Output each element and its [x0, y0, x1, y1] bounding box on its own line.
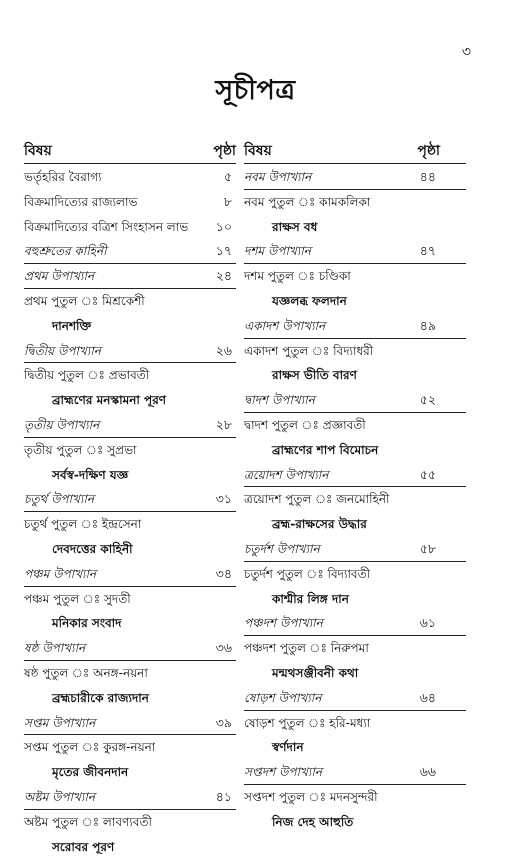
- toc-entry: [244, 264, 466, 289]
- entry-title: বিক্রমাদিত্যের রাজ্যলাভ: [24, 194, 138, 209]
- toc-entry: [24, 537, 236, 562]
- entry-title: মৃতের জীবনদান: [52, 765, 129, 780]
- toc-entry: [24, 760, 236, 785]
- toc-entry: [244, 215, 466, 240]
- column-header: [244, 141, 466, 164]
- toc-entry: [244, 512, 466, 537]
- entry-title: দ্বাদশ পুতুল ঃ প্রজ্ঞাবতী: [244, 417, 366, 432]
- entry-title: স্বর্ণদান: [272, 740, 304, 755]
- entry-page-number: ৪১: [215, 788, 232, 804]
- column-header: [24, 141, 236, 164]
- toc-entry: [244, 165, 466, 190]
- entry-page-number: ২৬: [215, 342, 232, 358]
- entry-title: ত্রয়োদশ পুতুল ঃ জনমোহিনী: [244, 492, 390, 507]
- entry-page-number: ৫৫: [419, 466, 436, 482]
- entry-title: সপ্তদশ পুতুল ঃ মদনসুন্দরী: [244, 789, 378, 804]
- toc-entry: [24, 835, 236, 859]
- entry-title: রাক্ষস বধ: [272, 219, 318, 234]
- toc-entry: [244, 735, 466, 760]
- entry-title: মন্মথসঞ্জীবনী কথা: [272, 665, 359, 680]
- entry-title: কাশ্মীর লিঙ্গ দান: [272, 591, 349, 606]
- entry-page-number: ২৪: [215, 268, 232, 284]
- subject-header: বিষয়: [24, 143, 52, 159]
- toc-entry: [24, 735, 236, 760]
- entry-title: দশম উপাখ্যান: [244, 244, 311, 259]
- toc-entry: [24, 314, 236, 339]
- page-title: সূচীপত্র: [215, 75, 296, 106]
- toc-list: [244, 165, 466, 835]
- toc-entry: [244, 661, 466, 686]
- entry-title: দ্বাদশ উপাখ্যান: [244, 393, 315, 408]
- toc-entry: [24, 587, 236, 612]
- entry-page-number: ৪৭: [419, 243, 436, 259]
- entry-title: চতুর্থ পুতুল ঃ ইন্দ্রসেনা: [24, 517, 142, 532]
- entry-title: সপ্তম পুতুল ঃ কুরঙ্গ-নয়না: [24, 740, 156, 755]
- toc-entry: [244, 810, 466, 835]
- entry-page-number: ৩৬: [215, 640, 232, 656]
- entry-title: ষষ্ঠ উপাখ্যান: [24, 641, 86, 656]
- toc-entry: [24, 810, 236, 835]
- entry-title: দ্বিতীয় উপাখ্যান: [24, 343, 101, 358]
- entry-page-number: ৮: [223, 193, 232, 209]
- page-header: পৃষ্ঠা: [213, 143, 236, 159]
- entry-title: ষষ্ঠ পুতুল ঃ অনঙ্গ-নয়না: [24, 665, 148, 680]
- toc-entry: [24, 388, 236, 413]
- entry-title: প্রথম উপাখ্যান: [24, 269, 95, 284]
- toc-entry: [24, 487, 236, 512]
- toc-entry: [244, 339, 466, 364]
- entry-title: নিজ দেহ আহুতি: [272, 814, 354, 829]
- entry-page-number: ১৭: [215, 243, 232, 259]
- toc-entry: [24, 239, 236, 264]
- toc-entry: [244, 289, 466, 314]
- entry-page-number: ৫২: [419, 392, 436, 408]
- toc-entry: [24, 264, 236, 289]
- toc-entry: [244, 711, 466, 736]
- toc-entry: [24, 711, 236, 736]
- entry-title: পঞ্চদশ পুতুল ঃ নিরুপমা: [244, 641, 369, 656]
- toc-entry: [24, 463, 236, 488]
- entry-title: সর্বস্ব-দক্ষিণ যজ্ঞ: [52, 467, 129, 482]
- entry-title: ব্রাহ্মণের শাপ বিমোচন: [272, 442, 379, 457]
- toc-entry: [244, 413, 466, 438]
- entry-title: ব্রহ্ম-রাক্ষসের উদ্ধার: [272, 517, 367, 532]
- entry-title: তৃতীয় পুতুল ঃ সুপ্রভা: [24, 442, 137, 457]
- entry-page-number: ৩৯: [215, 714, 232, 730]
- toc-entry: [24, 785, 236, 810]
- toc-entry: [244, 463, 466, 488]
- entry-page-number: ৫: [223, 169, 232, 184]
- toc-list: [24, 165, 236, 859]
- entry-title: চতুর্থ উপাখ্যান: [24, 492, 95, 507]
- entry-page-number: ৬৪: [419, 689, 436, 705]
- toc-entry: [244, 314, 466, 339]
- toc-column-left: [24, 141, 236, 859]
- entry-title: ষোড়শ উপাখ্যান: [244, 690, 322, 705]
- entry-page-number: ৪৪: [419, 169, 436, 184]
- toc-entry: [244, 388, 466, 413]
- entry-page-number: ৬১: [419, 615, 436, 631]
- entry-page-number: ৩৪: [215, 565, 232, 581]
- entry-title: দ্বিতীয় পুতুল ঃ প্রভাবতী: [24, 368, 150, 383]
- entry-title: দেবদত্তের কাহিনী: [52, 541, 133, 556]
- entry-page-number: ৬৬: [419, 764, 436, 780]
- entry-title: চতুর্দশ উপাখ্যান: [244, 541, 320, 556]
- entry-page-number: ২৮: [215, 416, 232, 432]
- toc-entry: [244, 363, 466, 388]
- toc-entry: [24, 438, 236, 463]
- entry-title: পঞ্চম পুতুল ঃ সুদতী: [24, 591, 131, 606]
- page-header: পৃষ্ঠা: [417, 143, 440, 159]
- entry-page-number: ৫৮: [419, 540, 436, 556]
- entry-title: যজ্ঞলব্ধ ফলদান: [272, 293, 347, 308]
- toc-entry: [244, 487, 466, 512]
- entry-title: রাক্ষস ভীতি বারণ: [272, 368, 357, 383]
- entry-title: ভর্তৃহরির বৈরাগ্য: [24, 170, 102, 184]
- entry-title: দানশক্তি: [52, 318, 92, 333]
- toc-entry: [24, 661, 236, 686]
- entry-title: সপ্তম উপাখ্যান: [24, 715, 96, 730]
- toc-entry: [24, 512, 236, 537]
- entry-title: পঞ্চদশ উপাখ্যান: [244, 616, 323, 631]
- toc-entry: [24, 686, 236, 711]
- toc-entry: [244, 785, 466, 810]
- toc-entry: [24, 562, 236, 587]
- toc-entry: [24, 363, 236, 388]
- subject-header: বিষয়: [244, 143, 272, 159]
- toc-entry: [24, 611, 236, 636]
- entry-title: একাদশ উপাখ্যান: [244, 318, 326, 333]
- toc-column-right: [244, 141, 466, 835]
- entry-title: ত্রয়োদশ উপাখ্যান: [244, 467, 329, 482]
- toc-entry: [24, 190, 236, 215]
- entry-title: সরোবর পূরণ: [52, 839, 115, 854]
- entry-title: দশম পুতুল ঃ চণ্ডিকা: [244, 269, 351, 284]
- entry-page-number: ৪৯: [419, 317, 436, 333]
- toc-entry: [244, 587, 466, 612]
- toc-entry: [24, 289, 236, 314]
- toc-entry: [244, 760, 466, 785]
- entry-title: বহুশ্রুতের কাহিনী: [24, 244, 107, 259]
- entry-title: ষোড়শ পুতুল ঃ হরি-মধ্যা: [244, 715, 371, 730]
- toc-entry: [244, 686, 466, 711]
- toc-entry: [244, 190, 466, 215]
- entry-title: তৃতীয় উপাখ্যান: [24, 417, 100, 432]
- entry-title: নবম উপাখ্যান: [244, 170, 312, 184]
- toc-entry: [244, 636, 466, 661]
- entry-title: ব্রাহ্মণের মনস্কামনা পূরণ: [52, 393, 167, 408]
- toc-entry: [244, 611, 466, 636]
- entry-title: চতুর্দশ পুতুল ঃ বিদ্যাবতী: [244, 566, 371, 581]
- entry-page-number: ১০: [215, 218, 232, 234]
- entry-title: সপ্তদশ উপাখ্যান: [244, 765, 322, 780]
- entry-title: মনিকার সংবাদ: [52, 616, 122, 631]
- toc-entry: [244, 537, 466, 562]
- entry-title: প্রথম পুতুল ঃ মিশ্রকেশী: [24, 293, 145, 308]
- toc-entry: [24, 413, 236, 438]
- toc-entry: [24, 339, 236, 364]
- entry-page-number: ৩১: [215, 491, 232, 507]
- entry-title: বিক্রমাদিত্যের বত্রিশ সিংহাসন লাভ: [24, 219, 189, 234]
- toc-entry: [244, 239, 466, 264]
- entry-title: অষ্টম পুতুল ঃ লাবণ্যবতী: [24, 814, 152, 829]
- entry-title: পঞ্চম উপাখ্যান: [24, 566, 97, 581]
- entry-title: একাদশ পুতুল ঃ বিদ্যাধরী: [244, 343, 374, 358]
- entry-title: ব্রহ্মচারীকে রাজ্যদান: [52, 690, 149, 705]
- entry-title: অষ্টম উপাখ্যান: [24, 789, 96, 804]
- toc-entry: [24, 636, 236, 661]
- toc-entry: [244, 562, 466, 587]
- entry-title: নবম পুতুল ঃ কামকলিকা: [244, 194, 371, 209]
- toc-entry: [244, 438, 466, 463]
- toc-entry: [24, 215, 236, 240]
- toc-entry: [24, 165, 236, 190]
- page-number: ৩: [461, 44, 471, 60]
